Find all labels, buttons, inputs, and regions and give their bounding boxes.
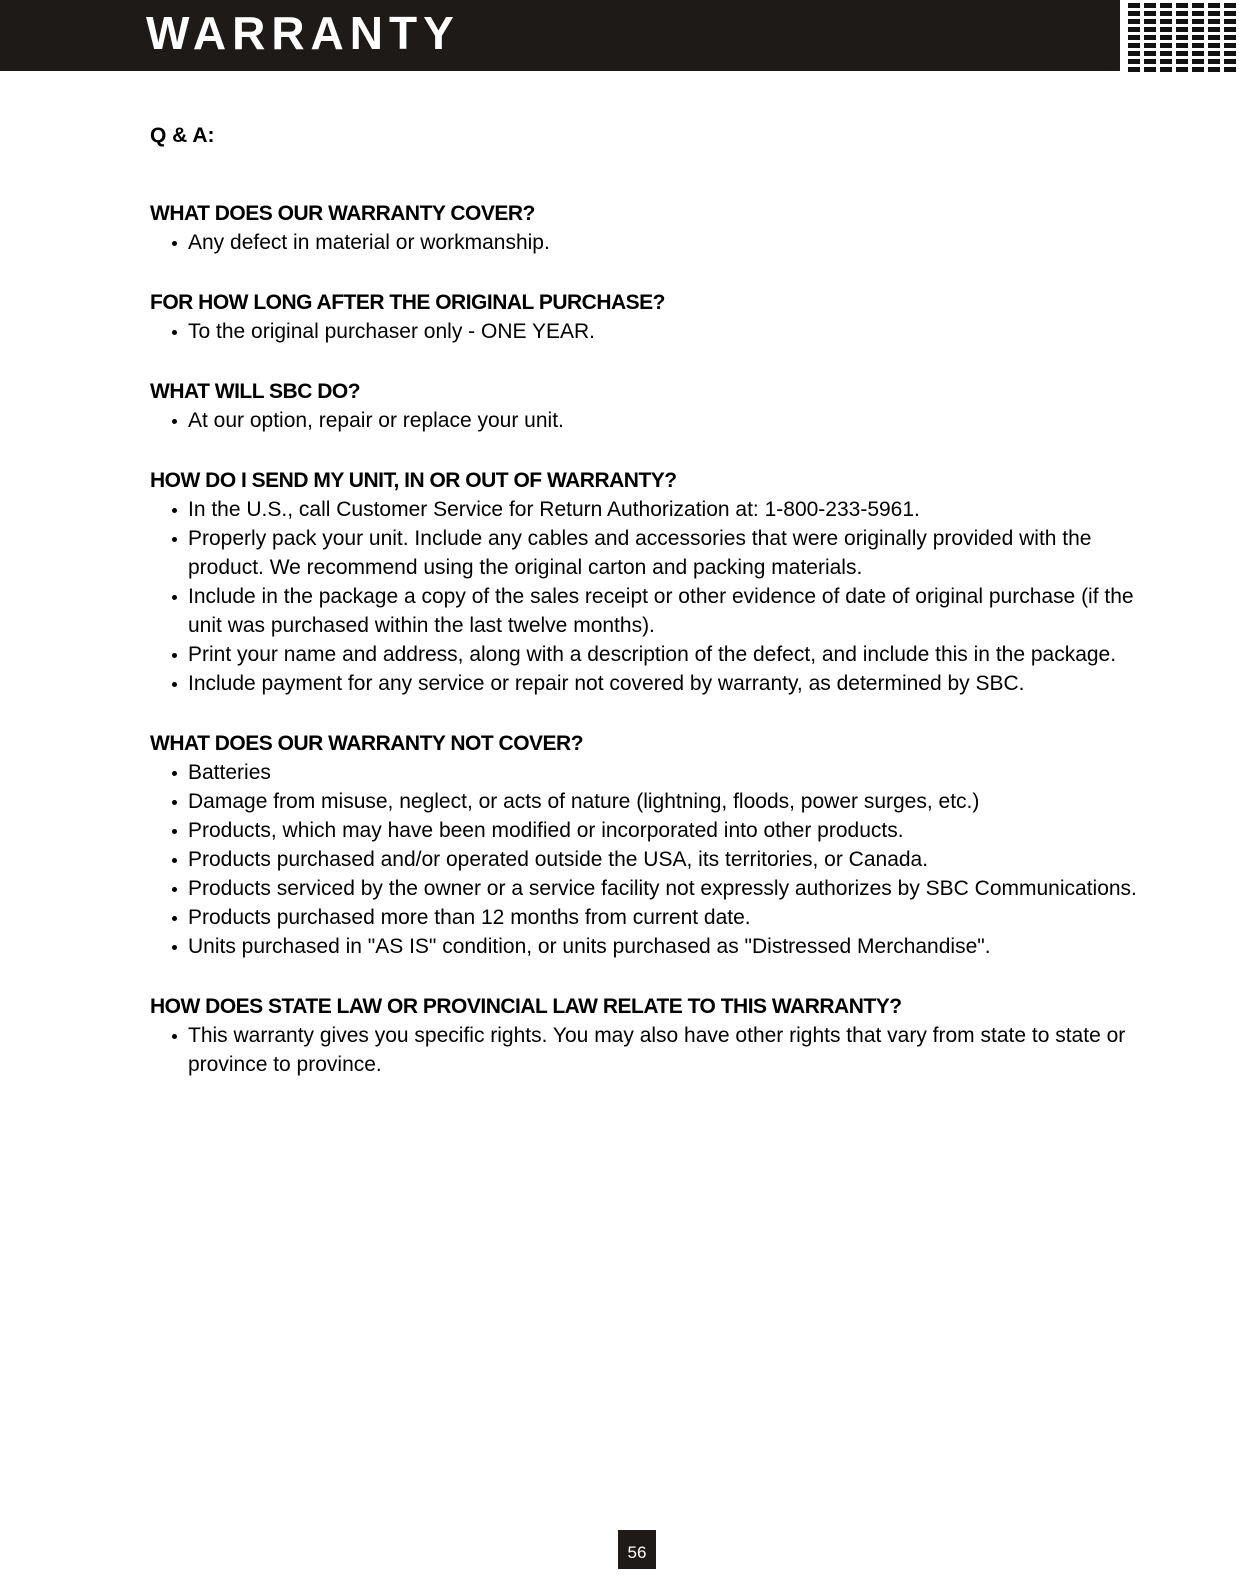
qa-section: [150, 732, 1140, 961]
answer-item: Batteries: [150, 758, 1140, 787]
qa-section: [150, 380, 1140, 435]
question-heading: WHAT DOES OUR WARRANTY NOT COVER?: [150, 732, 584, 755]
question-heading: WHAT DOES OUR WARRANTY COVER?: [150, 202, 535, 225]
qa-content: [150, 124, 1140, 1113]
answer-list: [150, 317, 1140, 346]
question-heading: HOW DO I SEND MY UNIT, IN OR OUT OF WARRANTY?: [150, 469, 677, 492]
answer-item: Include payment for any service or repair not covered by warranty, as determined by SBC.: [150, 669, 1140, 698]
header-bar: [0, 0, 1120, 71]
qa-section: [150, 202, 1140, 257]
qa-section: [150, 995, 1140, 1079]
qa-label: Q & A:: [150, 124, 215, 147]
answer-item: Damage from misuse, neglect, or acts of nature (lightning, floods, power surges, etc.): [150, 787, 1140, 816]
qa-section: [150, 469, 1140, 698]
decorative-pattern: [1128, 0, 1240, 72]
answer-list: [150, 758, 1140, 961]
question-heading: FOR HOW LONG AFTER THE ORIGINAL PURCHASE?: [150, 291, 665, 314]
answer-list: [150, 495, 1140, 698]
qa-section: [150, 291, 1140, 346]
answer-item: Print your name and address, along with a description of the defect, and include this in the package.: [150, 640, 1140, 669]
page-number: 56: [618, 1530, 656, 1569]
answer-item: Products, which may have been modified or incorporated into other products.: [150, 816, 1140, 845]
answer-item: Any defect in material or workmanship.: [150, 228, 1140, 257]
answer-item: Products purchased more than 12 months from current date.: [150, 903, 1140, 932]
answer-item: Products purchased and/or operated outside the USA, its territories, or Canada.: [150, 845, 1140, 874]
answer-item: Units purchased in "AS IS" condition, or units purchased as "Distressed Merchandise".: [150, 932, 1140, 961]
answer-item: To the original purchaser only - ONE YEAR.: [150, 317, 1140, 346]
question-heading: HOW DOES STATE LAW OR PROVINCIAL LAW RELATE TO THIS WARRANTY?: [150, 995, 902, 1018]
answer-list: [150, 228, 1140, 257]
answer-item: Properly pack your unit. Include any cables and accessories that were originally provided with the product. We recommend using the original carton and packing materials.: [150, 524, 1140, 582]
answer-item: Include in the package a copy of the sales receipt or other evidence of date of original purchase (if the unit was purchased within the last twelve months).: [150, 582, 1140, 640]
answer-item: This warranty gives you specific rights. You may also have other rights that vary from state to state or province to province.: [150, 1021, 1140, 1079]
page-title: WARRANTY: [146, 7, 460, 59]
answer-item: At our option, repair or replace your unit.: [150, 406, 1140, 435]
question-heading: WHAT WILL SBC DO?: [150, 380, 361, 403]
answer-item: In the U.S., call Customer Service for Return Authorization at: 1-800-233-5961.: [150, 495, 1140, 524]
answer-list: [150, 406, 1140, 435]
answer-item: Products serviced by the owner or a service facility not expressly authorizes by SBC Communications.: [150, 874, 1140, 903]
answer-list: [150, 1021, 1140, 1079]
